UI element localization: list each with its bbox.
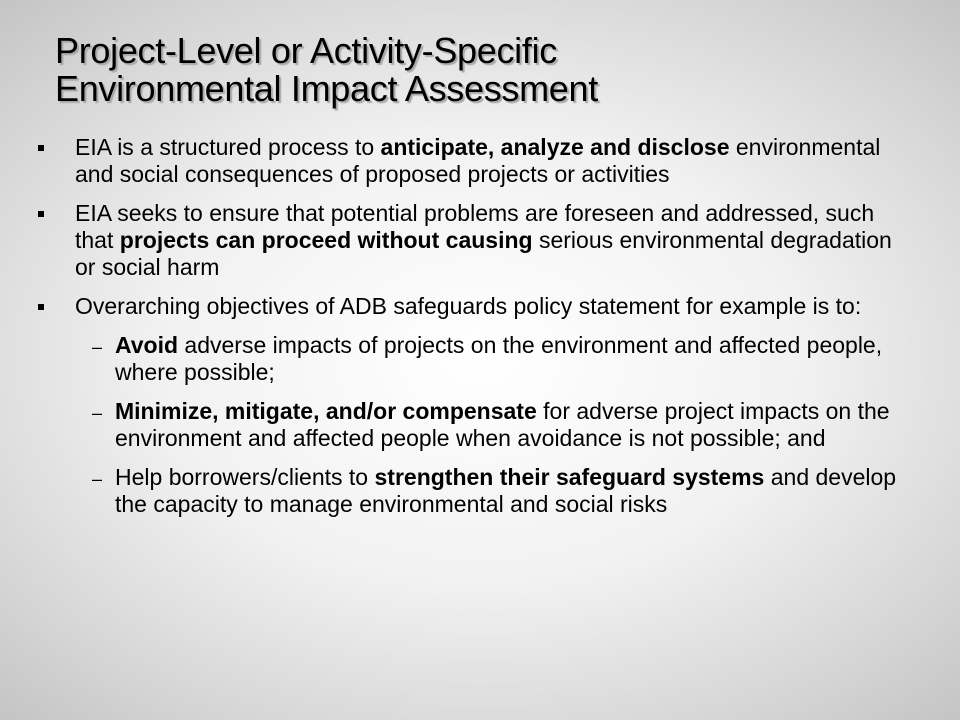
square-bullet-icon [38,304,44,310]
bullet-item [36,200,916,281]
bullet-text: Overarching objectives of ADB safeguards policy statement for example is to: [75,293,862,319]
dash-bullet-icon: – [92,469,103,489]
title-line-2: Environmental Impact Assessment [55,68,598,109]
title-line-1: Project-Level or Activity-Specific [55,30,557,71]
bullet-emphasis: anticipate, analyze and disclose [380,134,730,160]
dash-bullet-icon: – [92,337,103,357]
sub-bullet-item [36,464,916,518]
bullet-item [36,134,916,188]
dash-bullet-icon: – [92,403,103,423]
sub-bullet-emphasis: Minimize, mitigate, and/or compensate [115,398,537,424]
bullet-emphasis: projects can proceed without causing [119,227,533,253]
sub-bullet-item [36,398,916,452]
sub-bullet-emphasis: strengthen their safeguard systems [374,464,765,490]
sub-bullet-text: Help borrowers/clients to [115,464,375,490]
slide-title [55,32,915,108]
sub-bullet-text: for adverse project impacts on the environment and affected people when avoidance is not possible; and [115,398,890,451]
square-bullet-icon [38,145,44,151]
bullet-text: serious environmental degradation or social harm [75,227,892,280]
sub-bullet-item [36,332,916,386]
sub-bullet-text: and develop the capacity to manage environmental and social risks [115,464,897,517]
bullet-item [36,293,916,320]
bullet-text: EIA seeks to ensure that potential problems are foreseen and addressed, such that [75,200,875,253]
sub-bullet-emphasis: Avoid [115,332,179,358]
bullet-text: environmental and social consequences of proposed projects or activities [75,134,881,187]
bullet-text: EIA is a structured process to [75,134,381,160]
slide-body [36,134,916,530]
sub-bullet-text: adverse impacts of projects on the environment and affected people, where possible; [115,332,883,385]
square-bullet-icon [38,211,44,217]
